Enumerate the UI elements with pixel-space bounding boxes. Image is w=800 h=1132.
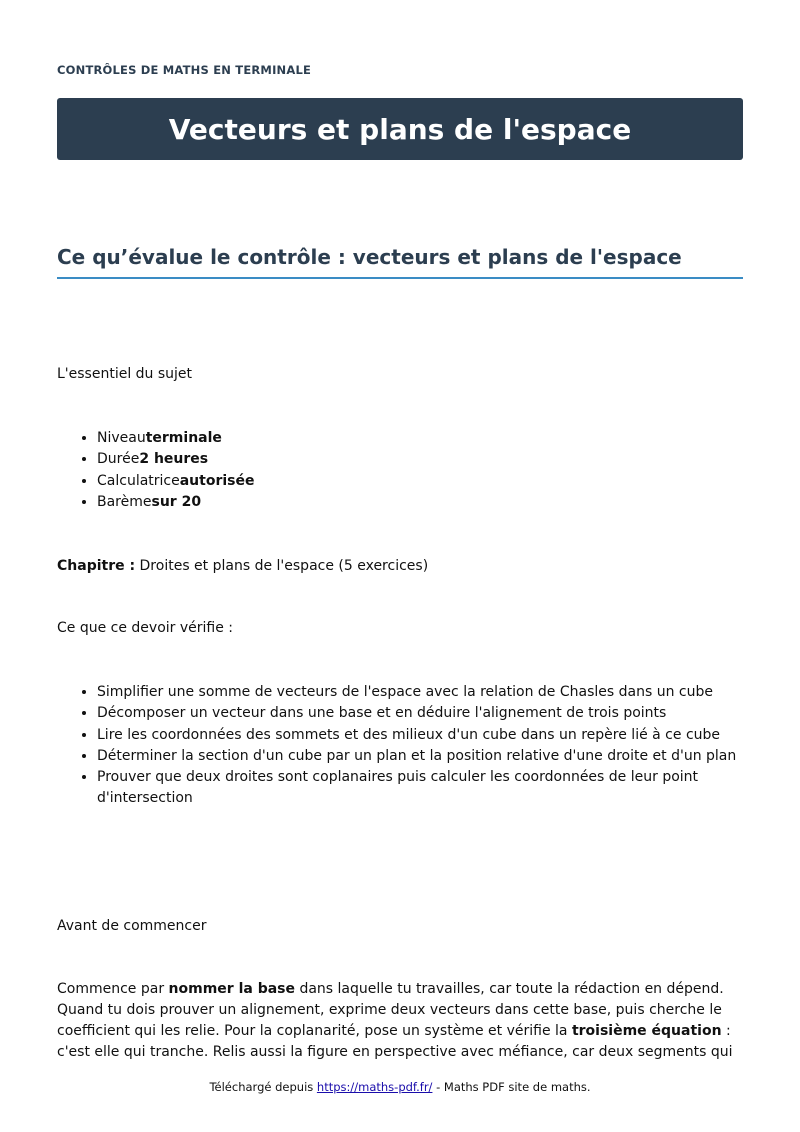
document-kicker: CONTRÔLES DE MATHS EN TERMINALE: [57, 63, 312, 77]
list-item: • Prouver que deux droites sont coplanaires puis calculer les coordonnées de leur point d'intersection: [97, 767, 743, 810]
text-run: dans laquelle tu travailles, car toute la rédaction en dépend. Quand tu dois prouver un alignement, exprime deux vecteurs dans cette base, puis cherche le coefficient qui les relie. Pour la coplanarité, pose un système et vérifie la: [57, 981, 724, 1039]
list-item: [97, 471, 743, 492]
chapitre-label: Chapitre :: [57, 558, 136, 574]
section-title: Ce qu’évalue le contrôle : vecteurs et plans de l'espace: [57, 245, 743, 279]
chapitre-value: Droites et plans de l'espace (5 exercices): [135, 558, 429, 574]
footer-prefix: Téléchargé depuis: [209, 1080, 317, 1094]
item-value: 2 heures: [139, 451, 209, 468]
emphasis-text: troisième équation: [571, 1023, 722, 1039]
item-value: terminale: [145, 430, 222, 446]
essentiel-heading: L'essentiel du sujet: [57, 366, 193, 382]
list-item: [97, 492, 743, 513]
list-item: • Lire les coordonnées des sommets et des milieux d'un cube dans un repère lié à ce cube: [97, 725, 743, 746]
avant-heading: Avant de commencer: [57, 918, 207, 934]
chapitre-line: [57, 556, 428, 577]
footer-link[interactable]: https://maths-pdf.fr/: [316, 1080, 433, 1094]
list-item: • Simplifier une somme de vecteurs de l'espace avec la relation de Chasles dans un cube: [97, 682, 743, 703]
list-item: • Déterminer la section d'un cube par un plan et la position relative d'une droite et d'un plan: [97, 746, 743, 767]
page-footer: [0, 1080, 800, 1094]
list-item: [97, 428, 743, 449]
text-run: Commence par: [57, 981, 169, 997]
item-label: Durée: [97, 451, 140, 468]
item-label: Niveau: [97, 430, 146, 446]
footer-suffix: - Maths PDF site de maths.: [432, 1080, 591, 1094]
text-run: : c'est elle qui tranche. Relis aussi la figure en perspective avec méfiance, car deux segments qui: [57, 1023, 733, 1060]
item-value: autorisée: [179, 472, 255, 489]
page-title: Vecteurs et plans de l'espace: [168, 112, 632, 146]
title-banner: [57, 98, 743, 160]
item-label: Barème: [97, 493, 152, 510]
list-item: [97, 449, 743, 470]
avant-paragraph: [57, 979, 743, 1063]
item-label: Calculatrice: [97, 472, 180, 489]
verifie-list: [57, 682, 743, 810]
item-value: sur 20: [151, 493, 202, 510]
emphasis-text: nommer la base: [168, 981, 295, 997]
verifie-heading: Ce que ce devoir vérifie :: [57, 620, 234, 636]
list-item: • Décomposer un vecteur dans une base et en déduire l'alignement de trois points: [97, 703, 743, 724]
essentiel-list: [57, 428, 743, 513]
